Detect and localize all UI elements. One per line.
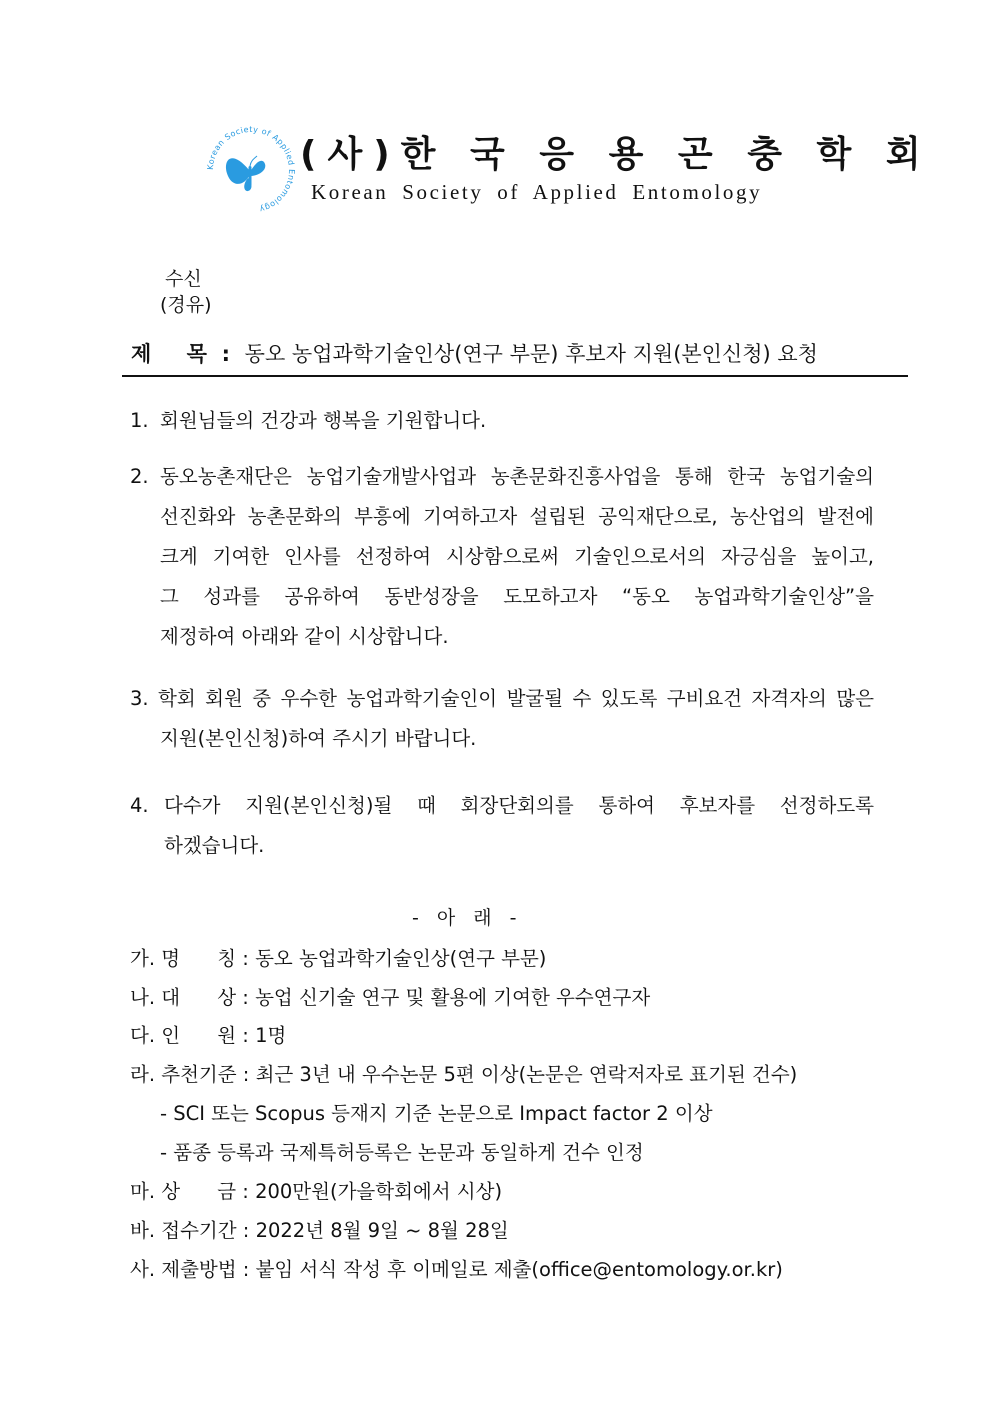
paragraph-1 [130, 401, 874, 441]
annex-item-key: 라. 추천기준 : [130, 1063, 250, 1086]
paragraph-number: 1. [130, 409, 149, 432]
recipient-label: 수신 [165, 268, 202, 290]
annex-title: - 아 래 - [412, 907, 523, 929]
paragraph-line: 하겠습니다. [164, 834, 265, 857]
subject-row [131, 338, 818, 368]
annex-item-criteria [130, 1059, 797, 1087]
annex-item-value: 붙임 서식 작성 후 이메일로 제출(office@entomology.or.kr) [255, 1258, 783, 1281]
annex-sub-item: - 품종 등록과 국제특허등록은 논문과 동일하게 건수 인정 [160, 1141, 644, 1164]
annex-item-key: 마. 상 금 : [130, 1180, 249, 1203]
paragraph-line: 제정하여 아래와 같이 시상합니다. [160, 625, 449, 648]
annex-item-value: 2022년 8월 9일 ~ 8월 28일 [255, 1219, 509, 1242]
paragraph-number: 4. [130, 794, 149, 817]
paragraph-number: 3. [130, 687, 149, 710]
recipient-via: (경유) [160, 294, 212, 316]
paragraph-line: 크게 기여한 인사를 선정하여 시상함으로써 기술인으로서의 자긍심을 높이고, [160, 545, 874, 568]
paragraph-line: 선진화와 농촌문화의 부흥에 기여하고자 설립된 공익재단으로, 농산업의 발전에 [160, 505, 874, 528]
paragraph-2 [130, 457, 874, 657]
annex-item-key: 나. 대 상 : [130, 986, 249, 1009]
paragraph-3 [130, 679, 874, 759]
paragraph-line: 학회 회원 중 우수한 농업과학기술인이 발굴될 수 있도록 구비요건 자격자의 많은 [158, 687, 874, 710]
annex-item-name [130, 943, 546, 971]
paragraph-line: 그 성과를 공유하여 동반성장을 도모하고자 “동오 농업과학기술인상”을 [160, 585, 874, 608]
annex-item-method [130, 1254, 783, 1282]
annex-item-prize [130, 1176, 502, 1204]
annex-item-key: 사. 제출방법 : [130, 1258, 250, 1281]
society-emblem [205, 124, 297, 216]
paragraph-line: 지원(본인신청)하여 주시기 바랍니다. [160, 727, 477, 750]
annex-item-count [130, 1020, 286, 1048]
org-name: (사)한 국 응 용 곤 충 학 회 [300, 134, 932, 175]
subject-colon: : [221, 342, 230, 366]
butterfly-emblem-icon [205, 124, 297, 216]
paragraph-4 [130, 786, 874, 866]
annex-item-value: 200만원(가을학회에서 시상) [255, 1180, 503, 1203]
subject-text: 동오 농업과학기술인상(연구 부문) 후보자 지원(본인신청) 요청 [244, 342, 818, 366]
annex-sub-item: - SCI 또는 Scopus 등재지 기준 논문으로 Impact factor 2 이상 [160, 1102, 713, 1125]
annex-item-period [130, 1215, 509, 1243]
paragraph-number: 2. [130, 465, 149, 488]
annex-item-value: 농업 신기술 연구 및 활용에 기여한 우수연구자 [255, 986, 651, 1009]
paragraph-line: 동오농촌재단은 농업기술개발사업과 농촌문화진흥사업을 통해 한국 농업기술의 [160, 465, 874, 488]
paragraph-line: 회원님들의 건강과 행복을 기원합니다. [160, 409, 487, 432]
emblem-ring-text: Korean Society of Applied Entomology [205, 124, 297, 215]
annex-item-target [130, 982, 650, 1010]
annex-item-key: 가. 명 칭 : [130, 947, 249, 970]
annex-item-key: 바. 접수기간 : [130, 1219, 250, 1242]
org-name-en: Korean Society of Applied Entomology [311, 180, 763, 204]
annex-item-key: 다. 인 원 : [130, 1024, 249, 1047]
annex-item-value: 동오 농업과학기술인상(연구 부문) [255, 947, 547, 970]
annex-item-value: 1명 [255, 1024, 287, 1047]
subject-divider [122, 375, 908, 377]
subject-label: 제 목 [131, 342, 221, 366]
paragraph-line: 다수가 지원(본인신청)될 때 회장단회의를 통하여 후보자를 선정하도록 [164, 794, 874, 817]
annex-item-value: 최근 3년 내 우수논문 5편 이상(논문은 연락저자로 표기된 건수) [255, 1063, 798, 1086]
